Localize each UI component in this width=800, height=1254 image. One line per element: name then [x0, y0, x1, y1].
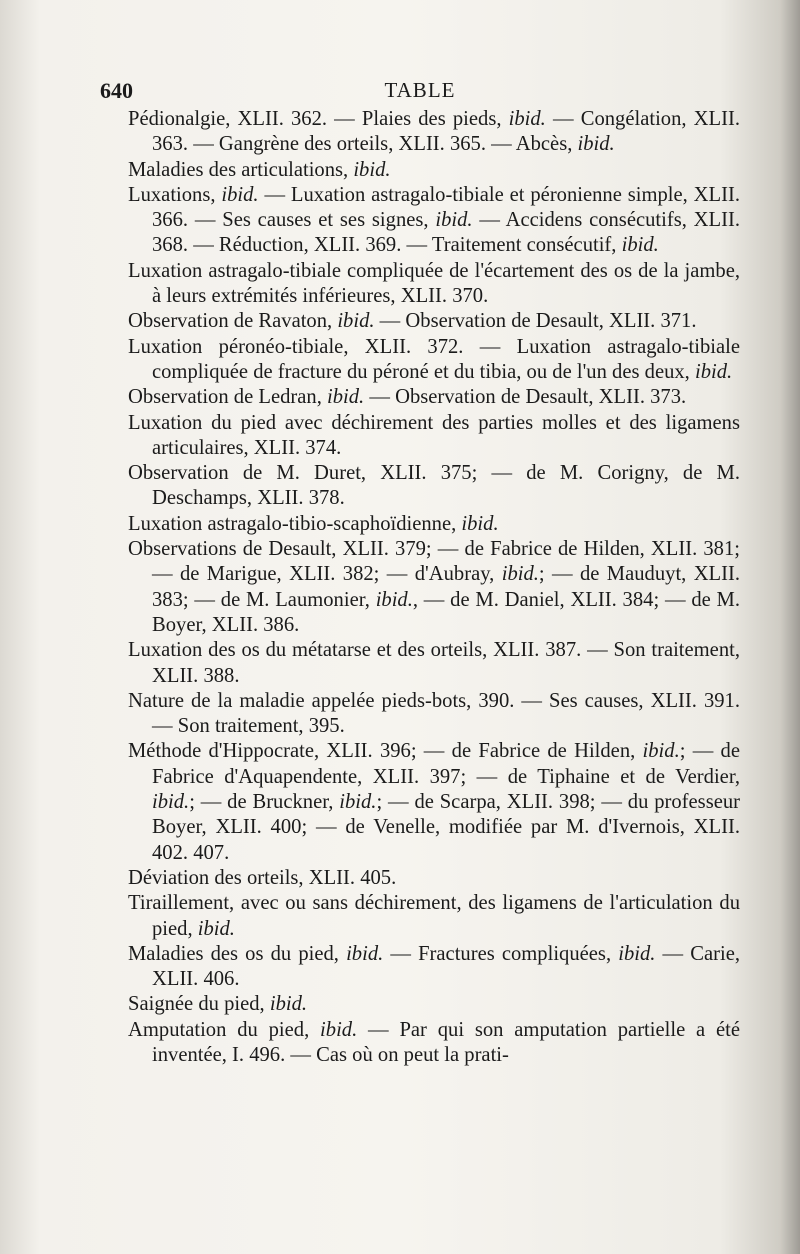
index-entry: Saignée du pied, ibid.	[128, 993, 308, 1016]
index-entry: Tiraillement, avec ou sans déchirement, des ligamens de l'articulation du pied, ibid.	[128, 892, 740, 940]
index-entry: Maladies des os du pied, ibid. — Fractures compliquées, ibid. — Carie, XLII. 406.	[128, 942, 740, 991]
index-entry: Méthode d'Hippocrate, XLII. 396; — de Fabrice de Hilden, ibid.; — de Fabrice d'Aquapendente, XLII. 397; — de Tiphaine et de Verdier, ibid.; — de Bruckner, ibid.; — de Scarpa, XLII. 398; — du professeur Boyer, XLII. 400; — de Venelle, modifiée par M. d'Ivernois, XLII. 402. 407.	[128, 740, 741, 864]
index-entry: Luxation des os du métatarse et des orteils, XLII. 387. — Son traitement, XLII. 388.	[128, 639, 740, 687]
index-entry: Luxation astragalo-tibiale compliquée de l'écartement des os de la jambe, à leurs extrémités inférieures, XLII. 370.	[128, 259, 740, 308]
index-entry: Pédionalgie, XLII. 362. — Plaies des pieds, ibid. — Congélation, XLII. 363. — Gangrène des orteils, XLII. 365. — Abcès, ibid.	[128, 108, 740, 156]
index-entries	[128, 107, 740, 1068]
index-entry: Luxation du pied avec déchirement des parties molles et des ligamens articulaires, XLII. 374.	[128, 411, 740, 459]
page-number: 640	[100, 78, 133, 103]
index-entry: Observation de M. Duret, XLII. 375; — de M. Corigny, de M. Deschamps, XLII. 378.	[128, 462, 740, 510]
index-entry: Nature de la maladie appelée pieds-bots, 390. — Ses causes, XLII. 391. — Son traitement, 395.	[128, 689, 740, 738]
page-header	[100, 78, 740, 108]
index-entry: Observations de Desault, XLII. 379; — de Fabrice de Hilden, XLII. 381; — de Marigue, XLII. 382; — d'Aubray, ibid.; — de Mauduyt, XLII. 383; — de M. Laumonier, ibid., — de M. Daniel, XLII. 384; — de M. Boyer, XLII. 386.	[128, 538, 741, 636]
index-entry: Amputation du pied, ibid. — Par qui son amputation partielle a été inventée, I. 496. — Cas où on peut la prati-	[128, 1018, 741, 1066]
index-entry: Maladies des articulations, ibid.	[128, 158, 391, 181]
index-entry: Observation de Ledran, ibid. — Observation de Desault, XLII. 373.	[128, 386, 687, 409]
index-entry: Luxation astragalo-tibio-scaphoïdienne, ibid.	[128, 512, 499, 535]
index-entry: Luxation péronéo-tibiale, XLII. 372. — Luxation astragalo-tibiale compliquée de fracture du péroné et du tibia, ou de l'un des deux, ibid.	[128, 335, 740, 383]
running-title: TABLE	[384, 78, 456, 102]
index-entry: Luxations, ibid. — Luxation astragalo-tibiale et péronienne simple, XLII. 366. — Ses causes et ses signes, ibid. — Accidens consécutifs, XLII. 368. — Réduction, XLII. 369. — Traitement consécutif, ibid.	[128, 183, 740, 257]
index-entry: Observation de Ravaton, ibid. — Observation de Desault, XLII. 371.	[128, 310, 697, 333]
index-entry: Déviation des orteils, XLII. 405.	[128, 866, 397, 889]
